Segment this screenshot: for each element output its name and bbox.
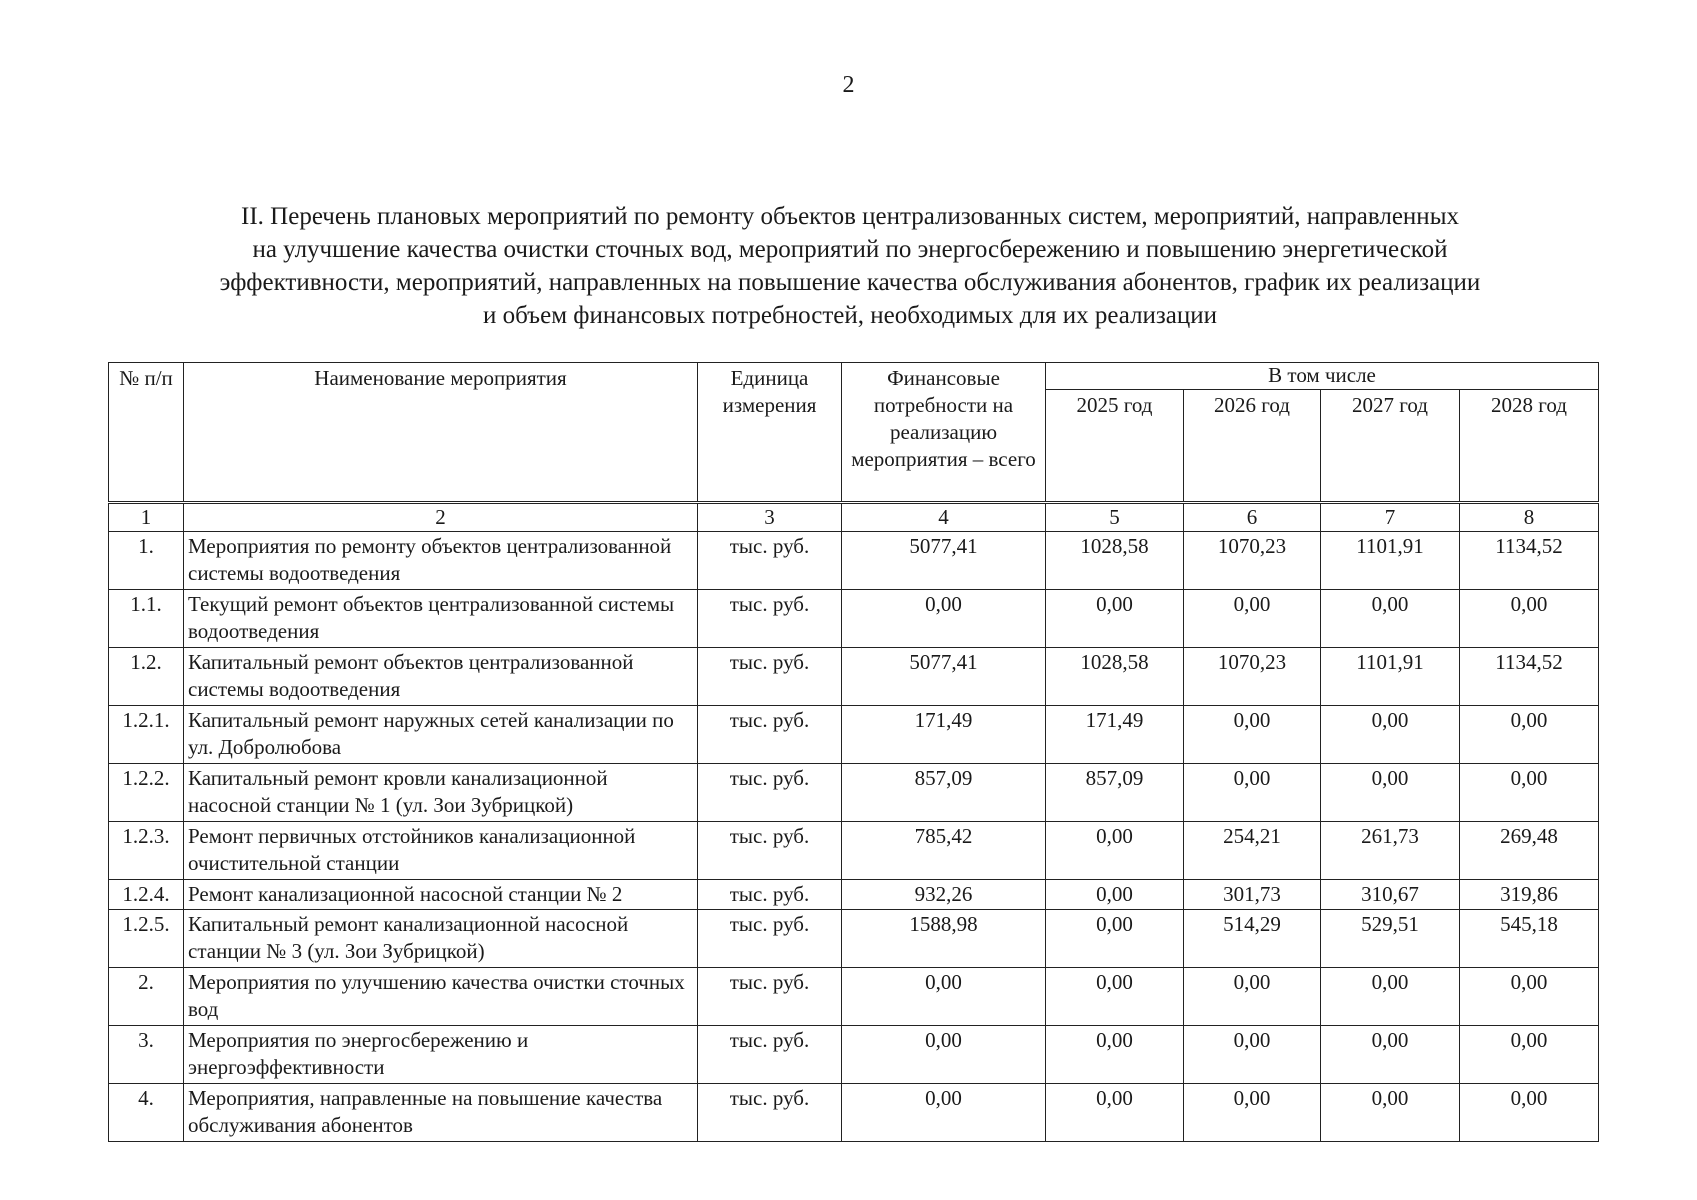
row-value-2026: 0,00 bbox=[1184, 968, 1321, 1026]
row-value-2027: 0,00 bbox=[1321, 590, 1460, 648]
header-year-2026: 2026 год bbox=[1184, 390, 1321, 503]
row-value-2027: 1101,91 bbox=[1321, 532, 1460, 590]
row-total: 0,00 bbox=[842, 1026, 1046, 1084]
table-row bbox=[109, 910, 1599, 968]
title-line: эффективности, мероприятий, направленных на повышение качества обслуживания абонентов, график их реализации bbox=[219, 269, 1481, 296]
row-value-2028: 319,86 bbox=[1460, 880, 1599, 910]
table-row bbox=[109, 648, 1599, 706]
row-value-2026: 0,00 bbox=[1184, 590, 1321, 648]
row-value-2025: 0,00 bbox=[1046, 822, 1184, 880]
column-index-row bbox=[109, 503, 1599, 532]
row-number: 1. bbox=[109, 532, 184, 590]
table-row bbox=[109, 822, 1599, 880]
table-row bbox=[109, 532, 1599, 590]
row-value-2028: 0,00 bbox=[1460, 706, 1599, 764]
row-unit: тыс. руб. bbox=[698, 532, 842, 590]
table-row bbox=[109, 880, 1599, 910]
row-value-2026: 0,00 bbox=[1184, 706, 1321, 764]
row-number: 1.2.1. bbox=[109, 706, 184, 764]
column-index: 1 bbox=[109, 503, 184, 532]
row-number: 4. bbox=[109, 1084, 184, 1142]
row-value-2028: 1134,52 bbox=[1460, 648, 1599, 706]
row-value-2028: 0,00 bbox=[1460, 1026, 1599, 1084]
row-total: 0,00 bbox=[842, 968, 1046, 1026]
row-value-2026: 254,21 bbox=[1184, 822, 1321, 880]
table-row bbox=[109, 968, 1599, 1026]
row-total: 0,00 bbox=[842, 590, 1046, 648]
row-value-2026: 0,00 bbox=[1184, 1026, 1321, 1084]
row-unit: тыс. руб. bbox=[698, 822, 842, 880]
row-value-2027: 0,00 bbox=[1321, 968, 1460, 1026]
column-index: 8 bbox=[1460, 503, 1599, 532]
title-line: на улучшение качества очистки сточных вод, мероприятий по энергосбережению и повышению энергетической bbox=[252, 236, 1448, 263]
row-name: Текущий ремонт объектов централизованной системы водоотведения bbox=[184, 590, 698, 648]
row-name: Капитальный ремонт наружных сетей канализации по ул. Добролюбова bbox=[184, 706, 698, 764]
row-name: Ремонт канализационной насосной станции № 2 bbox=[184, 880, 698, 910]
row-value-2025: 0,00 bbox=[1046, 880, 1184, 910]
row-number: 1.2.4. bbox=[109, 880, 184, 910]
header-num: № п/п bbox=[109, 363, 184, 503]
row-value-2026: 1070,23 bbox=[1184, 532, 1321, 590]
row-value-2027: 0,00 bbox=[1321, 1084, 1460, 1142]
page-number: 2 bbox=[842, 72, 855, 98]
row-value-2028: 0,00 bbox=[1460, 968, 1599, 1026]
row-unit: тыс. руб. bbox=[698, 1084, 842, 1142]
row-unit: тыс. руб. bbox=[698, 590, 842, 648]
row-value-2025: 0,00 bbox=[1046, 910, 1184, 968]
row-name: Капитальный ремонт объектов централизованной системы водоотведения bbox=[184, 648, 698, 706]
row-name: Мероприятия, направленные на повышение качества обслуживания абонентов bbox=[184, 1084, 698, 1142]
row-number: 1.1. bbox=[109, 590, 184, 648]
document-title bbox=[110, 200, 1590, 332]
row-number: 2. bbox=[109, 968, 184, 1026]
table-row bbox=[109, 590, 1599, 648]
row-total: 5077,41 bbox=[842, 532, 1046, 590]
row-value-2026: 301,73 bbox=[1184, 880, 1321, 910]
row-name: Капитальный ремонт кровли канализационной насосной станции № 1 (ул. Зои Зубрицкой) bbox=[184, 764, 698, 822]
table-row bbox=[109, 764, 1599, 822]
row-value-2026: 1070,23 bbox=[1184, 648, 1321, 706]
title-line: и объем финансовых потребностей, необходимых для их реализации bbox=[482, 302, 1218, 329]
row-number: 3. bbox=[109, 1026, 184, 1084]
row-value-2028: 269,48 bbox=[1460, 822, 1599, 880]
row-value-2026: 514,29 bbox=[1184, 910, 1321, 968]
row-number: 1.2.5. bbox=[109, 910, 184, 968]
row-value-2028: 545,18 bbox=[1460, 910, 1599, 968]
header-total: Финансовые потребности на реализацию мероприятия – всего bbox=[842, 363, 1046, 503]
row-total: 0,00 bbox=[842, 1084, 1046, 1142]
header-unit: Единица измерения bbox=[698, 363, 842, 503]
header-year-2027: 2027 год bbox=[1321, 390, 1460, 503]
row-value-2027: 310,67 bbox=[1321, 880, 1460, 910]
row-value-2027: 0,00 bbox=[1321, 764, 1460, 822]
row-value-2025: 171,49 bbox=[1046, 706, 1184, 764]
column-index: 4 bbox=[842, 503, 1046, 532]
row-number: 1.2. bbox=[109, 648, 184, 706]
row-unit: тыс. руб. bbox=[698, 910, 842, 968]
row-unit: тыс. руб. bbox=[698, 706, 842, 764]
row-total: 857,09 bbox=[842, 764, 1046, 822]
row-value-2025: 0,00 bbox=[1046, 590, 1184, 648]
header-including: В том числе bbox=[1046, 363, 1599, 390]
header-name: Наименование мероприятия bbox=[184, 363, 698, 503]
row-total: 171,49 bbox=[842, 706, 1046, 764]
row-value-2028: 0,00 bbox=[1460, 1084, 1599, 1142]
column-index: 5 bbox=[1046, 503, 1184, 532]
column-index: 2 bbox=[184, 503, 698, 532]
row-value-2028: 0,00 bbox=[1460, 764, 1599, 822]
row-number: 1.2.3. bbox=[109, 822, 184, 880]
row-value-2027: 261,73 bbox=[1321, 822, 1460, 880]
row-value-2028: 1134,52 bbox=[1460, 532, 1599, 590]
column-index: 6 bbox=[1184, 503, 1321, 532]
row-value-2026: 0,00 bbox=[1184, 1084, 1321, 1142]
header-year-2025: 2025 год bbox=[1046, 390, 1184, 503]
header-year-2028: 2028 год bbox=[1460, 390, 1599, 503]
row-name: Мероприятия по энергосбережению и энергоэффективности bbox=[184, 1026, 698, 1084]
row-name: Ремонт первичных отстойников канализационной очистительной станции bbox=[184, 822, 698, 880]
row-name: Капитальный ремонт канализационной насосной станции № 3 (ул. Зои Зубрицкой) bbox=[184, 910, 698, 968]
row-value-2025: 0,00 bbox=[1046, 968, 1184, 1026]
row-total: 932,26 bbox=[842, 880, 1046, 910]
column-index: 3 bbox=[698, 503, 842, 532]
row-number: 1.2.2. bbox=[109, 764, 184, 822]
row-unit: тыс. руб. bbox=[698, 764, 842, 822]
row-name: Мероприятия по улучшению качества очистки сточных вод bbox=[184, 968, 698, 1026]
row-value-2025: 857,09 bbox=[1046, 764, 1184, 822]
table-row bbox=[109, 1084, 1599, 1142]
row-value-2025: 0,00 bbox=[1046, 1026, 1184, 1084]
row-total: 785,42 bbox=[842, 822, 1046, 880]
measures-table bbox=[108, 362, 1599, 1142]
row-unit: тыс. руб. bbox=[698, 880, 842, 910]
title-line: II. Перечень плановых мероприятий по ремонту объектов централизованных систем, мероприятий, направленных bbox=[241, 203, 1459, 230]
row-unit: тыс. руб. bbox=[698, 648, 842, 706]
row-value-2027: 0,00 bbox=[1321, 706, 1460, 764]
row-unit: тыс. руб. bbox=[698, 968, 842, 1026]
row-value-2028: 0,00 bbox=[1460, 590, 1599, 648]
column-index: 7 bbox=[1321, 503, 1460, 532]
row-total: 1588,98 bbox=[842, 910, 1046, 968]
row-name: Мероприятия по ремонту объектов централизованной системы водоотведения bbox=[184, 532, 698, 590]
row-value-2025: 1028,58 bbox=[1046, 532, 1184, 590]
row-value-2026: 0,00 bbox=[1184, 764, 1321, 822]
table-row bbox=[109, 706, 1599, 764]
row-value-2025: 1028,58 bbox=[1046, 648, 1184, 706]
row-value-2025: 0,00 bbox=[1046, 1084, 1184, 1142]
row-value-2027: 0,00 bbox=[1321, 1026, 1460, 1084]
row-total: 5077,41 bbox=[842, 648, 1046, 706]
row-value-2027: 529,51 bbox=[1321, 910, 1460, 968]
header-row bbox=[109, 363, 1599, 390]
row-unit: тыс. руб. bbox=[698, 1026, 842, 1084]
table-row bbox=[109, 1026, 1599, 1084]
row-value-2027: 1101,91 bbox=[1321, 648, 1460, 706]
